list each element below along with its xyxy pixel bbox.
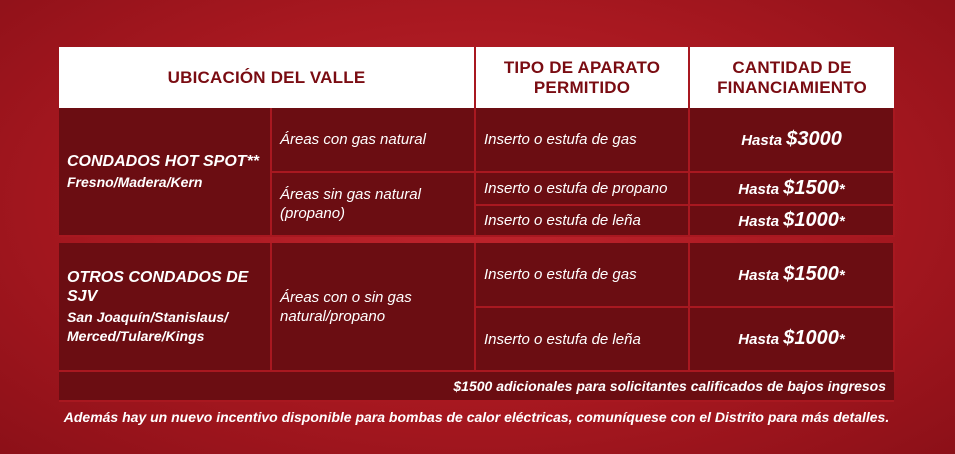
header-row bbox=[59, 47, 894, 108]
funding-table bbox=[59, 47, 895, 402]
section-gap bbox=[59, 236, 894, 243]
other-counties: San Joaquín/Stanislaus/ Merced/Tulare/Kings bbox=[67, 308, 229, 344]
funding-table-wrapper bbox=[59, 47, 894, 402]
low-income-note: $1500 adicionales para solicitantes calificados de bajos ingresos bbox=[59, 371, 894, 401]
other-title: OTROS CONDADOS DE SJV bbox=[67, 268, 249, 305]
footer-note: Además hay un nuevo incentivo disponible para bombas de calor eléctricas, comuníquese con el Distrito para más detalles. bbox=[63, 409, 890, 425]
hotspot-area-gas: Áreas con gas natural bbox=[271, 108, 475, 172]
amount-cell: Hasta $1500* bbox=[689, 172, 894, 205]
amount-cell: Hasta $1000* bbox=[689, 205, 894, 236]
other-region-cell bbox=[59, 243, 271, 371]
table-row bbox=[59, 243, 894, 307]
amount-cell: Hasta $3000 bbox=[689, 108, 894, 172]
appliance-type: Inserto o estufa de propano bbox=[475, 172, 689, 205]
appliance-type: Inserto o estufa de gas bbox=[475, 108, 689, 172]
table-row bbox=[59, 108, 894, 172]
other-area: Áreas con o sin gas natural/propano bbox=[271, 243, 475, 371]
appliance-type: Inserto o estufa de leña bbox=[475, 205, 689, 236]
header-amount: CANTIDAD DE FINANCIAMIENTO bbox=[689, 47, 894, 108]
hotspot-area-propane: Áreas sin gas natural (propano) bbox=[271, 172, 475, 236]
amount-cell: Hasta $1500* bbox=[689, 243, 894, 307]
header-appliance: TIPO DE APARATO PERMITIDO bbox=[475, 47, 689, 108]
hotspot-title: CONDADOS HOT SPOT** bbox=[67, 152, 260, 170]
hotspot-region-cell bbox=[59, 108, 271, 236]
hotspot-counties: Fresno/Madera/Kern bbox=[67, 173, 203, 190]
header-location: UBICACIÓN DEL VALLE bbox=[59, 47, 475, 108]
note-row bbox=[59, 371, 894, 401]
amount-cell: Hasta $1000* bbox=[689, 307, 894, 371]
appliance-type: Inserto o estufa de gas bbox=[475, 243, 689, 307]
appliance-type: Inserto o estufa de leña bbox=[475, 307, 689, 371]
